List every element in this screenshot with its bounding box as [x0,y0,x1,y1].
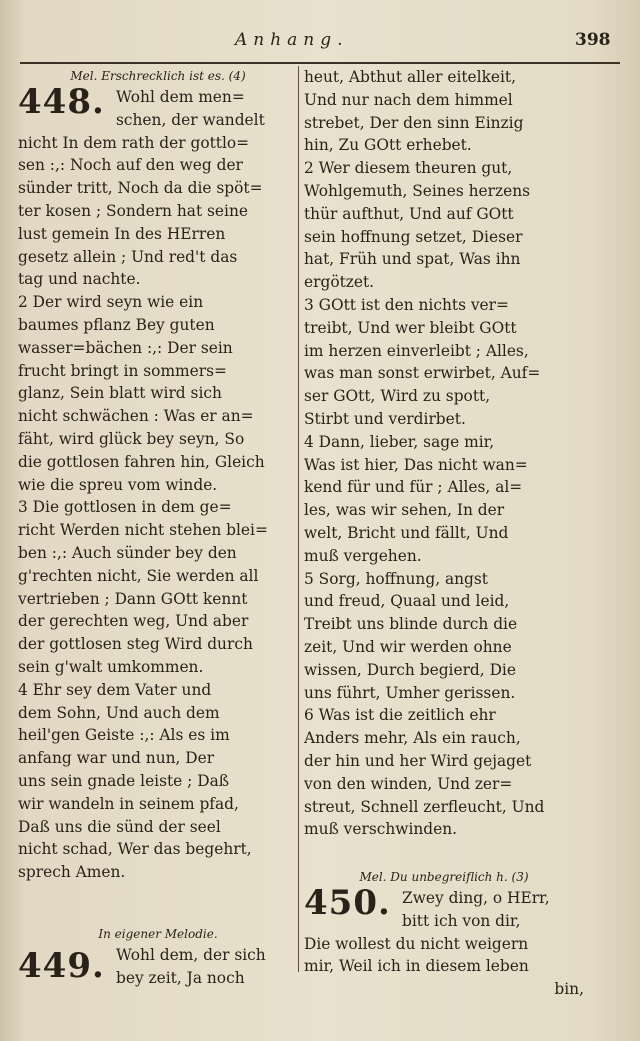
column-divider [298,66,299,972]
verse-line: uns sein gnade leiste ; Daß [18,771,230,790]
verse-line: wir wandeln in seinem pfad, [18,794,239,813]
verse-line: ser GOtt, Wird zu spott, [304,387,491,406]
hymn-number-450: 450. [304,883,391,924]
right-column [304,66,584,1001]
verse-line: ergötzet. [304,273,375,292]
hymn-448 [18,82,298,884]
verse-line: richt Werden nicht stehen blei= [18,521,268,540]
verse-line: Zwey ding, o HErr, [402,889,550,908]
header-rule [20,62,620,64]
verse-line: sprech Amen. [18,863,126,882]
page-header [0,28,640,58]
verse-line: 5 Sorg, hoffnung, angst [304,569,488,588]
verse-line: uns führt, Umher gerissen. [304,683,516,702]
verse-line: der gottlosen steg Wird durch [18,635,253,654]
running-head: Anhang. [235,30,349,50]
verse-line: sen :,: Noch auf den weg der [18,156,243,175]
melody-line-449: In eigener Melodie. [98,926,218,941]
verse-line: schen, der wandelt [116,110,265,129]
verse-line: heil'gen Geiste :,: Als es im [18,726,230,745]
verse-line: ter kosen ; Sondern hat seine [18,201,248,220]
verse-line: 4 Ehr sey dem Vater und [18,680,212,699]
verse-line: wissen, Durch begierd, Die [304,660,516,679]
verse-line: was man sonst erwirbet, Auf= [304,364,541,383]
verse-line: Stirbt und verdirbet. [304,409,466,428]
verse-line: Wohl dem men= [116,88,245,106]
verse-line: lust gemein In des HErren [18,224,226,243]
verse-line: thür aufthut, Und auf GOtt [304,204,514,223]
verse-line: hin, Zu GOtt erhebet. [304,136,472,155]
verse-line: im herzen einverleibt ; Alles, [304,341,529,360]
verse-line: Anders mehr, Als ein rauch, [304,729,521,748]
verse-line: tag und nachte. [18,270,141,289]
verse-line: Wohl dem, der sich [116,945,266,964]
verse-line: hat, Früh und spat, Was ihn [304,250,521,269]
verse-line: und freud, Quaal und leid, [304,592,510,611]
verse-line: Und nur nach dem himmel [304,90,513,109]
verse-line: sein hoffnung setzet, Dieser [304,227,523,246]
verse-line: 2 Der wird seyn wie ein [18,293,204,312]
verse-line: fäht, wird glück bey seyn, So [18,429,245,448]
melody-line-448: Mel. Erschrecklich ist es. (4) [70,69,246,83]
verse-line: muß vergehen. [304,546,422,565]
verse-line: wasser=bächen :,: Der sein [18,338,233,357]
verse-line: baumes pflanz Bey guten [18,315,215,334]
verse-line: mir, Weil ich in diesem leben [304,957,529,976]
verse-line: von den winden, Und zer= [304,774,513,793]
verse-line: nicht In dem rath der gottlo= [18,133,250,152]
verse-line: Wohlgemuth, Seines herzens [304,181,531,200]
verse-line: nicht schad, Wer das begehrt, [18,840,252,859]
left-column [18,66,298,989]
hymn-450 [304,883,584,1001]
verse-line: Daß uns die sünd der seel [18,817,221,836]
verse-line: dem Sohn, Und auch dem [18,703,220,722]
verse-line: nicht schwächen : Was er an= [18,407,254,426]
verse-line: 4 Dann, lieber, sage mir, [304,432,495,451]
verse-line: Die wollest du nicht weigern [304,934,529,953]
verse-line: kend für und für ; Alles, al= [304,478,523,497]
verse-line: 3 GOtt ist den nichts ver= [304,295,509,314]
verse-line: 3 Die gottlosen in dem ge= [18,498,232,517]
verse-line: welt, Bricht und fällt, Und [304,523,509,542]
spacer [18,884,298,894]
verse-line: der hin und her Wird gejaget [304,751,532,770]
verse-line: muß verschwinden. [304,820,458,839]
verse-line: der gerechten weg, Und aber [18,612,249,631]
verse-line: anfang war und nun, Der [18,749,215,768]
verse-line: g'rechten nicht, Sie werden all [18,566,259,585]
hymn-number-449: 449. [18,945,105,986]
melody-line-450: Mel. Du unbegreiflich h. (3) [359,870,529,885]
verse-line: les, was wir sehen, In der [304,501,505,520]
verse-line: strebet, Der den sinn Einzig [304,113,524,132]
verse-line: frucht bringt in sommers= [18,361,227,380]
hymn-number-448: 448. [18,82,105,122]
verse-line: ben :,: Auch sünder bey den [18,543,237,562]
hymn-449 [18,924,298,990]
verse-line: bitt ich von dir, [402,911,521,930]
page-number: 398 [575,30,611,50]
verse-line: bey zeit, Ja noch [116,968,245,987]
verse-line: 2 Wer diesem theuren gut, [304,159,513,178]
verse-line: glanz, Sein blatt wird sich [18,384,222,403]
verse-line: sünder tritt, Noch da die spöt= [18,179,263,198]
verse-line: sein g'walt umkommen. [18,657,204,676]
verse-line: streut, Schnell zerfleucht, Und [304,797,545,816]
verse-line: 6 Was ist die zeitlich ehr [304,706,496,725]
verse-line: gesetz allein ; Und red't das [18,247,238,266]
spacer [304,841,584,867]
verse-line: zeit, Und wir werden ohne [304,637,512,656]
verse-line: die gottlosen fahren hin, Gleich [18,452,265,471]
verse-line: heut, Abthut aller eitelkeit, [304,68,517,86]
verse-line: vertrieben ; Dann GOtt kennt [18,589,248,608]
verse-line: treibt, Und wer bleibt GOtt [304,318,517,337]
verse-line: Was ist hier, Das nicht wan= [304,455,528,474]
verse-line: Treibt uns blinde durch die [304,615,518,634]
verse-line: bin, [554,980,584,999]
verse-line: wie die spreu vom winde. [18,475,218,494]
